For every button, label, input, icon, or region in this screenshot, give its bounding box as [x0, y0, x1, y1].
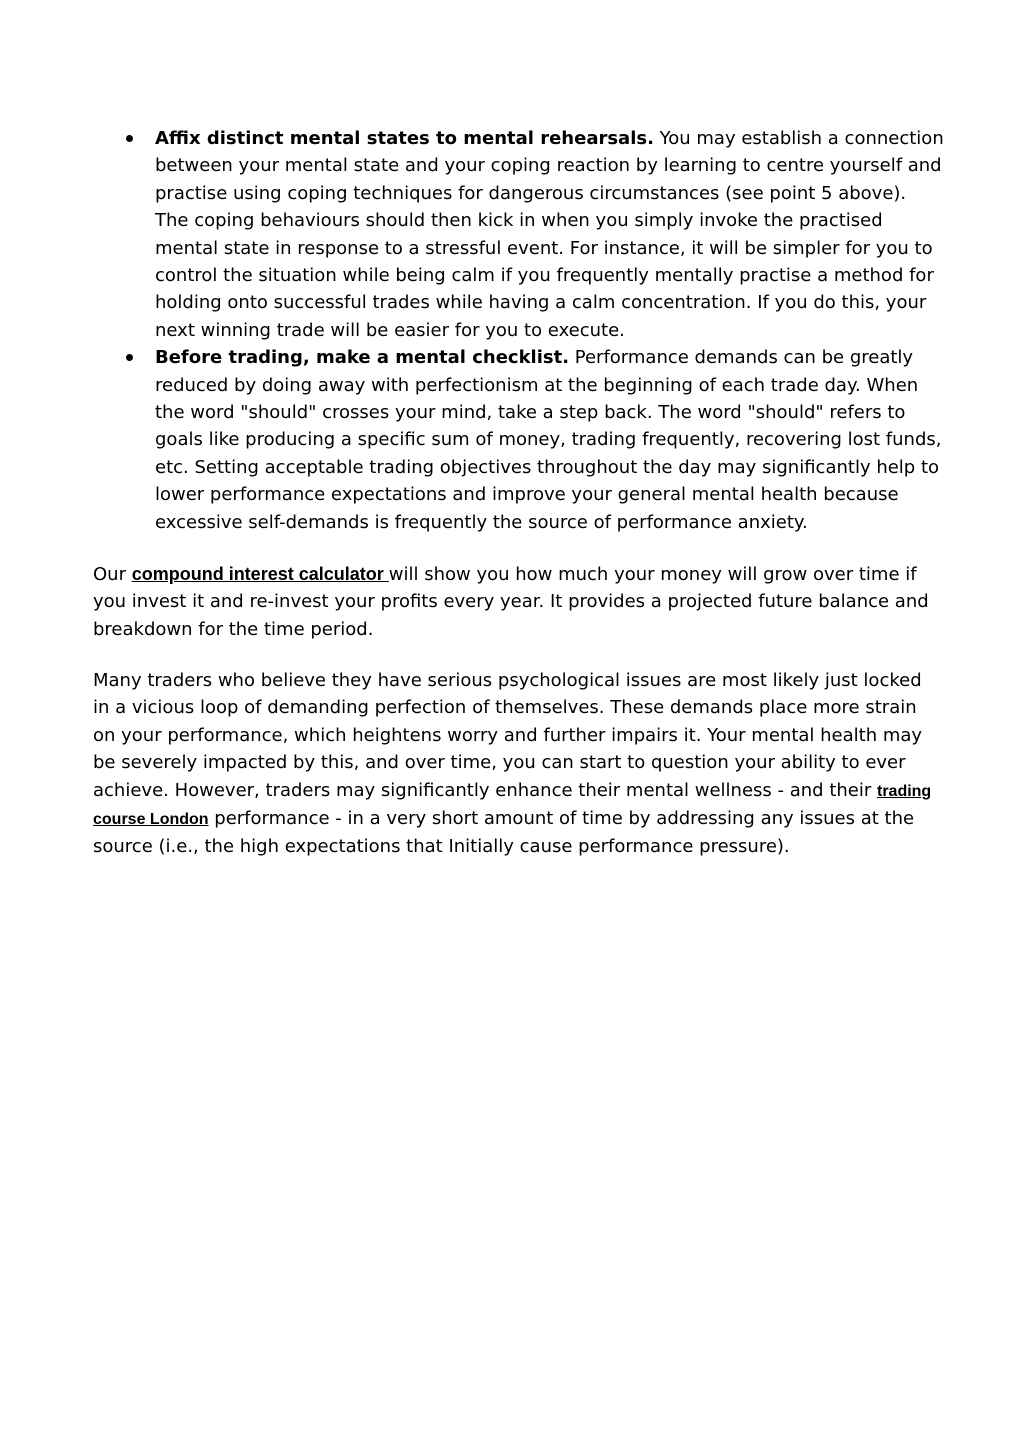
compound-interest-calculator-link[interactable]: compound interest calculator [131, 564, 389, 584]
trading-course-london-link[interactable]: trading course London [93, 782, 932, 829]
paragraph-text: Many traders who believe they have serious psychological issues are most likely just locked in a vicious loop of demanding perfection of themselves. These demands place more strain on your performance, which heightens worry and further impairs it. Your mental health may be severely impacted by this, and over time, you can start to question your ability to ever achieve. However, traders may significantly enhance their mental wellness - and their [93, 670, 923, 801]
bullet-icon [126, 354, 133, 361]
bullet-lead: Affix distinct mental states to mental rehearsals. [155, 128, 654, 149]
paragraph-traders [93, 667, 943, 861]
paragraph-text: will show you how much your money will grow over time if you invest it and re-invest your profits every year. It provides a projected future balance and breakdown for the time period. [93, 564, 929, 640]
bullet-lead: Before trading, make a mental checklist. [155, 347, 570, 369]
list-item [155, 125, 945, 344]
paragraph-text: performance - in a very short amount of time by addressing any issues at the source (i.e., the high expectations that Initially cause performance pressure). [93, 808, 915, 858]
bullet-text: You may establish a connection between your mental state and your coping reaction by learning to centre yourself and practise using coping techniques for dangerous circumstances (see point 5 above). The coping behaviours should then kick in when you simply invoke the practised mental state in response to a stressful event. For instance, it will be simpler for you to control the situation while being calm if you frequently mentally practise a method for holding onto successful trades while having a calm concentration. If you do this, your next winning trade will be easier for you to execute. [155, 128, 944, 341]
paragraph-text: Our [93, 564, 132, 585]
paragraph-calculator [93, 561, 943, 643]
bullet-list [155, 125, 945, 536]
bullet-icon [126, 135, 133, 142]
list-item [155, 344, 945, 536]
bullet-text: Performance demands can be greatly reduced by doing away with perfectionism at the beginning of each trade day. When the word "should" crosses your mind, take a step back. The word "should" refers to goals like producing a specific sum of money, trading frequently, recovering lost funds, etc. Setting acceptable trading objectives throughout the day may significantly help to lower performance expectations and improve your general mental health because excessive self-demands is frequently the source of performance anxiety. [155, 347, 942, 533]
